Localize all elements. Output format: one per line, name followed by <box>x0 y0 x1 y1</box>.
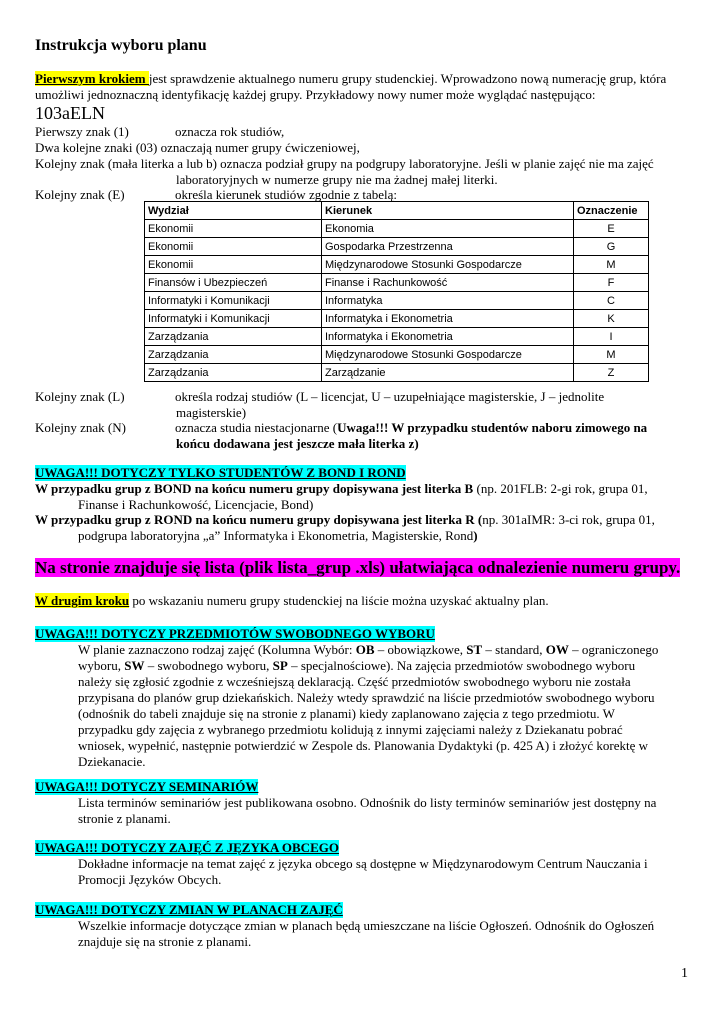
rule-n-char <box>35 420 647 436</box>
rule-e-char-text: określa kierunek studiów zgodnie z tabelą: <box>175 187 398 202</box>
step2-text: po wskazaniu numeru grupy studenckiej na liście można uzyskać aktualny plan. <box>129 593 549 608</box>
rond-example: np. 301aIMR: 3-ci rok, grupa 01, <box>482 512 655 527</box>
table-row <box>145 364 649 382</box>
table-cell: I <box>574 328 649 346</box>
free-line-4: przypisana do planów grup dziekańskich. Należy wtedy sprawdzić na liście przedmiotów swobodnego wyboru <box>78 690 655 705</box>
table-cell: Ekonomii <box>145 256 322 274</box>
intro-line-1-text: jest sprawdzenie aktualnego numeru grupy studenckiej. Wprowadzono nową numerację grup, która <box>148 71 667 86</box>
changes-line-1: Wszelkie informacje dotyczące zmian w planach będą umieszczane na liście Ogłoszeń. Odnośnik do Ogłoszeń <box>78 918 655 933</box>
table-cell: Z <box>574 364 649 382</box>
code-sp: SP <box>272 658 288 673</box>
example-group-code: 103aELN <box>35 103 105 123</box>
bond-bold-text: W przypadku grup z BOND na końcu numeru grupy dopisywana jest literka B <box>35 481 474 496</box>
page-title: Instrukcja wyboru planu <box>35 37 207 54</box>
free-choice-heading: UWAGA!!! DOTYCZY PRZEDMIOTÓW SWOBODNEGO WYBORU <box>35 626 435 641</box>
table-cell: Zarządzania <box>145 346 322 364</box>
rule-l-char <box>35 389 604 405</box>
rule-l-text: określa rodzaj studiów (L – licencjat, U – uzupełniające magisterskie, J – jednolite <box>175 389 605 404</box>
bond-rond-heading: UWAGA!!! DOTYCZY TYLKO STUDENTÓW Z BOND I ROND <box>35 465 406 480</box>
rule-n-warning-cont: końcu dodawana jest jeszcze mała literka z <box>176 436 415 451</box>
free-line-7: wniosek, wypełnić, następnie potwierdzić w Zespole ds. Planowania Dydaktyki (p. 425 A) i złożyć korektę w <box>78 738 649 753</box>
table-cell: Zarządzanie <box>322 364 574 382</box>
free-text: – standard, <box>482 642 546 657</box>
rule-n-close: ) <box>414 436 419 451</box>
table-row <box>145 328 649 346</box>
rule-two-chars: Dwa kolejne znaki (03) oznaczają numer grupy ćwiczeniowej, <box>35 140 360 155</box>
rule-l-line-2: magisterskie) <box>176 405 247 420</box>
bond-example: (np. 201FLB: 2-gi rok, grupa 01, <box>473 481 648 496</box>
rule-l-label: Kolejny znak (L) <box>35 389 125 404</box>
table-row <box>145 310 649 328</box>
table-cell: Informatyka i Ekonometria <box>322 310 574 328</box>
table-cell: Finanse i Rachunkowość <box>322 274 574 292</box>
free-line-8: Dziekanacie. <box>78 754 146 769</box>
seminars-line-2: stronie z planami. <box>78 811 171 826</box>
rule-first-char-text: oznacza rok studiów, <box>175 124 285 139</box>
table-cell: K <box>574 310 649 328</box>
free-line-6: przypadku gdy zajęcia z wybranego przedmiotu kolidują z innymi zajęciami należy z Dziekanatu pobrać <box>78 722 623 737</box>
first-step-highlight: Pierwszym krokiem <box>35 71 149 86</box>
free-line-5: (odnośnik do tabeli znajduje się na stronie z planami) kiedy zaplanowano zajęcia z tego przedmiotu. W <box>78 706 615 721</box>
changes-heading: UWAGA!!! DOTYCZY ZMIAN W PLANACH ZAJĘĆ <box>35 902 343 917</box>
table-cell: Gospodarka Przestrzenna <box>322 238 574 256</box>
seminars-line-1: Lista terminów seminariów jest publikowana osobno. Odnośnik do listy terminów seminariów jest dostępny na <box>78 795 657 810</box>
languages-heading: UWAGA!!! DOTYCZY ZAJĘĆ Z JĘZYKA OBCEGO <box>35 840 339 855</box>
table-row <box>145 346 649 364</box>
group-list-notice-text: Na stronie znajduje się lista (plik lista_grup .xls) ułatwiająca odnalezienie numeru grupy. <box>35 558 681 577</box>
table-cell: Informatyka <box>322 292 574 310</box>
code-ow: OW <box>545 642 569 657</box>
rond-line-2 <box>78 528 478 544</box>
table-cell: M <box>574 256 649 274</box>
rule-n-label: Kolejny znak (N) <box>35 420 126 435</box>
intro-line-1 <box>35 71 666 87</box>
table-cell: Ekonomia <box>322 220 574 238</box>
table-cell: Informatyka i Ekonometria <box>322 328 574 346</box>
second-step-highlight: W drugim kroku <box>35 593 130 608</box>
bond-line-1 <box>35 481 648 497</box>
table-cell: Informatyki i Komunikacji <box>145 292 322 310</box>
table-cell: Finansów i Ubezpieczeń <box>145 274 322 292</box>
rule-small-letter-line-2: laboratoryjnych w numerze grupy nie ma żadnej małej literki. <box>176 172 498 187</box>
rond-example-cont: podgrupa laboratoryjna „a” Informatyka i Ekonometria, Magisterskie, Rond <box>78 528 474 543</box>
free-text: wyboru, <box>78 658 125 673</box>
table-header-field: Kierunek <box>322 202 574 220</box>
rule-n-line-2 <box>176 436 419 452</box>
code-ob: OB <box>355 642 375 657</box>
seminars-heading: UWAGA!!! DOTYCZY SEMINARIÓW <box>35 779 259 794</box>
table-row <box>145 256 649 274</box>
free-text: W planie zaznaczono rodzaj zajęć (Kolumna Wybór: <box>78 642 356 657</box>
rule-n-text: oznacza studia niestacjonarne ( <box>175 420 338 435</box>
rule-small-letter-line-1: Kolejny znak (mała literka a lub b) oznacza podział grupy na podgrupy laboratoryjne. Jeśli w planie zajęć nie ma zajęć <box>35 156 654 171</box>
table-cell: Ekonomii <box>145 238 322 256</box>
free-text: – specjalnościowe). Na zajęcia przedmiotów swobodnego wyboru <box>287 658 636 673</box>
free-line-1 <box>78 642 658 658</box>
table-cell: F <box>574 274 649 292</box>
table-cell: Ekonomii <box>145 220 322 238</box>
faculty-table <box>144 201 649 382</box>
table-cell: Międzynarodowe Stosunki Gospodarcze <box>322 346 574 364</box>
table-cell: C <box>574 292 649 310</box>
rond-bold-text: W przypadku grup z ROND na końcu numeru grupy dopisywana jest literka R ( <box>35 512 483 527</box>
page-number: 1 <box>681 966 688 981</box>
free-line-2 <box>78 658 635 674</box>
table-header-code: Oznaczenie <box>574 202 649 220</box>
table-cell: Międzynarodowe Stosunki Gospodarcze <box>322 256 574 274</box>
table-row <box>145 274 649 292</box>
rule-first-char <box>35 124 284 140</box>
table-header-row <box>145 202 649 220</box>
table-cell: G <box>574 238 649 256</box>
intro-line-2: umożliwi jednoznaczną identyfikację każdej grupy. Przykładowy nowy numer może wyglądać następująco: <box>35 87 596 102</box>
table-row <box>145 238 649 256</box>
bond-line-2: Finanse i Rachunkowość, Licencjacie, Bond) <box>78 497 314 512</box>
table-row <box>145 220 649 238</box>
rond-line-1 <box>35 512 655 528</box>
free-text: – ograniczonego <box>568 642 659 657</box>
table-header-faculty: Wydział <box>145 202 322 220</box>
table-cell: Zarządzania <box>145 328 322 346</box>
rond-close: ) <box>473 528 478 543</box>
free-text: – obowiązkowe, <box>374 642 467 657</box>
code-st: ST <box>466 642 483 657</box>
rule-n-warning: Uwaga!!! W przypadku studentów naboru zimowego na <box>337 420 648 435</box>
languages-line-1: Dokładne informacje na temat zajęć z języka obcego są dostępne w Międzynarodowym Centrum Nauczania i <box>78 856 648 871</box>
changes-line-2: znajduje się na stronie z planami. <box>78 934 252 949</box>
languages-line-2: Promocji Języków Obcych. <box>78 872 222 887</box>
table-cell: Informatyki i Komunikacji <box>145 310 322 328</box>
rule-first-char-label: Pierwszy znak (1) <box>35 124 129 139</box>
free-text: – swobodnego wyboru, <box>144 658 273 673</box>
table-row <box>145 292 649 310</box>
code-sw: SW <box>124 658 145 673</box>
table-cell: M <box>574 346 649 364</box>
rule-e-char-label: Kolejny znak (E) <box>35 187 125 202</box>
free-line-3: należy się zgłosić zgodnie z wcześniejszą deklaracją. Część przedmiotów swobodnego wyboru nie została <box>78 674 631 689</box>
group-list-notice <box>35 557 680 579</box>
table-cell: E <box>574 220 649 238</box>
step2-line <box>35 593 549 609</box>
table-cell: Zarządzania <box>145 364 322 382</box>
